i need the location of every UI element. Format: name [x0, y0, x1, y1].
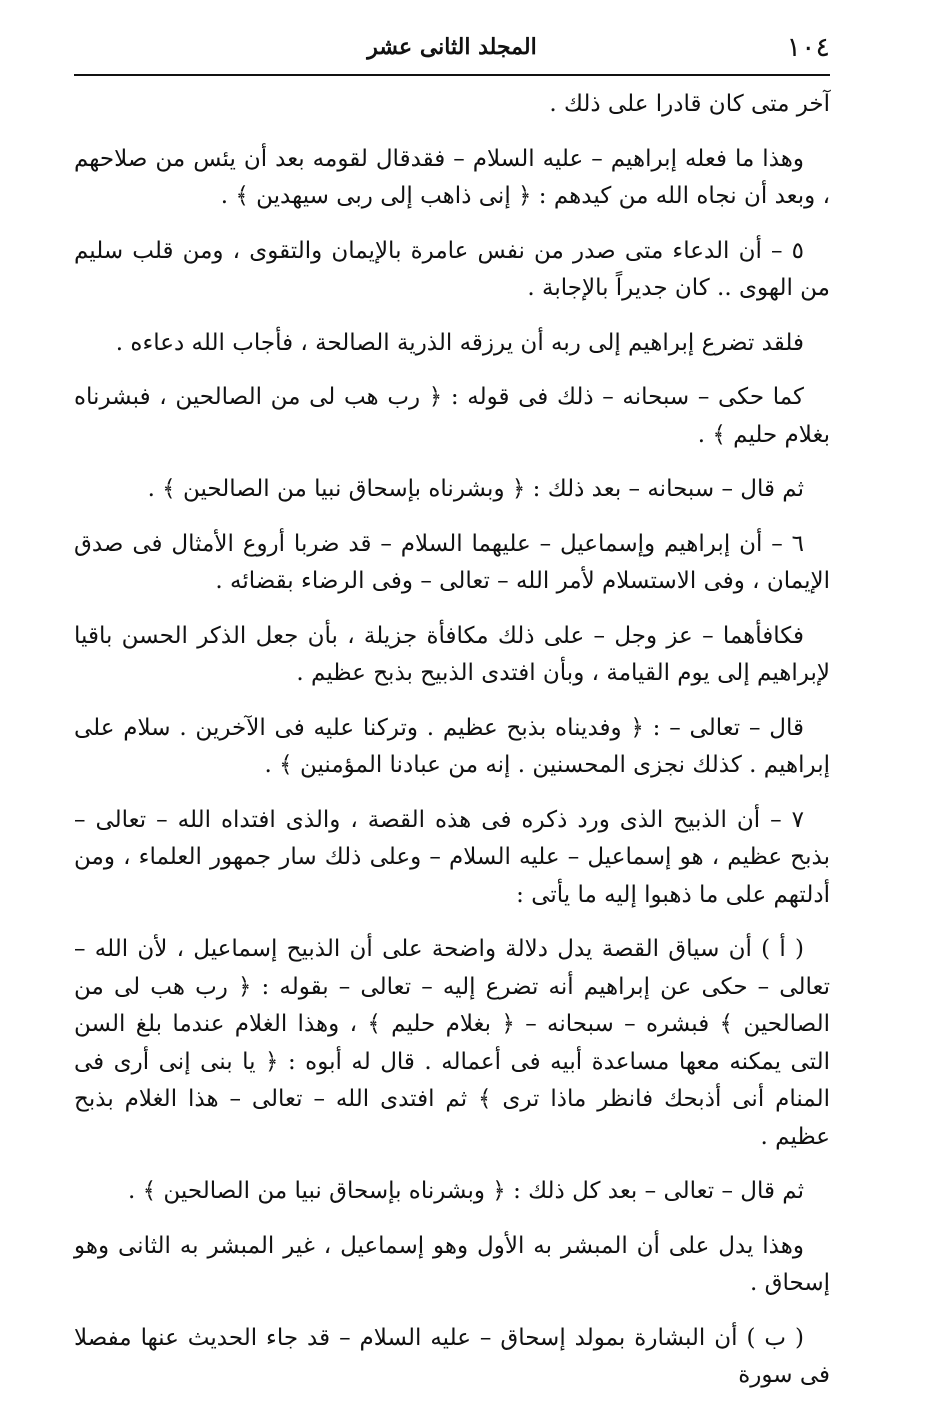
- paragraph-13: وهذا يدل على أن المبشر به الأول وهو إسماعيل ، غير المبشر به الثانى وهو إسحاق .: [74, 1232, 830, 1296]
- paragraph-12: ثم قال – تعالى – بعد كل ذلك : ﴿ وبشرناه بإسحاق نبيا من الصالحين ﴾ .: [128, 1178, 804, 1204]
- paragraph-5: كما حكى – سبحانه – ذلك فى قوله : ﴿ رب هب لى من الصالحين ، فبشرناه بغلام حليم ﴾ .: [74, 384, 830, 448]
- paragraph-10: ٧ – أن الذبيح الذى ورد ذكره فى هذه القصة ، والذى افتداه الله – تعالى – بذبح عظيم ، هو إسماعيل – عليه السلام – وعلى ذلك سار جمهور العلماء ، ومن أدلتهم على ما ذهبوا إليه ما يأتى :: [74, 806, 830, 908]
- paragraph-4: فلقد تضرع إبراهيم إلى ربه أن يرزقه الذرية الصالحة ، فأجاب الله دعاءه .: [115, 329, 804, 356]
- paragraph-7: ٦ – أن إبراهيم وإسماعيل – عليهما السلام – قد ضربا أروع الأمثال فى صدق الإيمان ، وفى الاستسلام لأمر الله – تعالى – وفى الرضاء بقضائه .: [74, 530, 830, 594]
- page-header: [74, 18, 830, 76]
- paragraph-1: آخر متى كان قادرا على ذلك .: [549, 91, 830, 117]
- paragraph-6: ثم قال – سبحانه – بعد ذلك : ﴿ وبشرناه بإسحاق نبيا من الصالحين ﴾ .: [147, 476, 804, 502]
- paragraph-2: وهذا ما فعله إبراهيم – عليه السلام – فقدقال لقومه بعد أن يئس من صلاحهم ، وبعد أن نجاه الله من كيدهم : ﴿ إنى ذاهب إلى ربى سيهدين ﴾ .: [74, 145, 830, 209]
- paragraph-3: ٥ – أن الدعاء متى صدر من نفس عامرة بالإيمان والتقوى ، ومن قلب سليم من الهوى .. كان جديراً بالإجابة .: [74, 237, 830, 301]
- paragraph-11: ( أ ) أن سياق القصة يدل دلالة واضحة على أن الذبيح إسماعيل ، لأن الله – تعالى – حكى عن إبراهيم أنه تضرع إليه – تعالى – بقوله : ﴿ رب هب لى من الصالحين ﴾ فبشره – سبحانه – ﴿ بغلام حليم ﴾ ، وهذا الغلام عندما بلغ السن التى يمكنه معها مساعدة أبيه فى أعماله . قال له أبوه : ﴿ يا بنى إنى أرى فى المنام أنى أذبحك فانظر ماذا ترى ﴾ ثم افتدى الله – تعالى – هذا الغلام بذبح عظيم .: [74, 936, 830, 1150]
- paragraph-9: قال – تعالى – : ﴿ وفديناه بذبح عظيم . وتركنا عليه فى الآخرين . سلام على إبراهيم . كذلك نجزى المحسنين . إنه من عبادنا المؤمنين ﴾ .: [74, 714, 830, 778]
- page-number: ١٠٤: [786, 32, 830, 63]
- page-body: [74, 86, 830, 1412]
- paragraph-8: فكافأهما – عز وجل – على ذلك مكافأة جزيلة ، بأن جعل الذكر الحسن باقيا لإبراهيم إلى يوم القيامة ، وبأن افتدى الذبيح بذبح عظيم .: [74, 622, 830, 686]
- volume-title: المجلد الثانى عشر: [367, 34, 537, 60]
- paragraph-14: ( ب ) أن البشارة بمولد إسحاق – عليه السلام – قد جاء الحديث عنها مفصلا فى سورة: [74, 1324, 830, 1388]
